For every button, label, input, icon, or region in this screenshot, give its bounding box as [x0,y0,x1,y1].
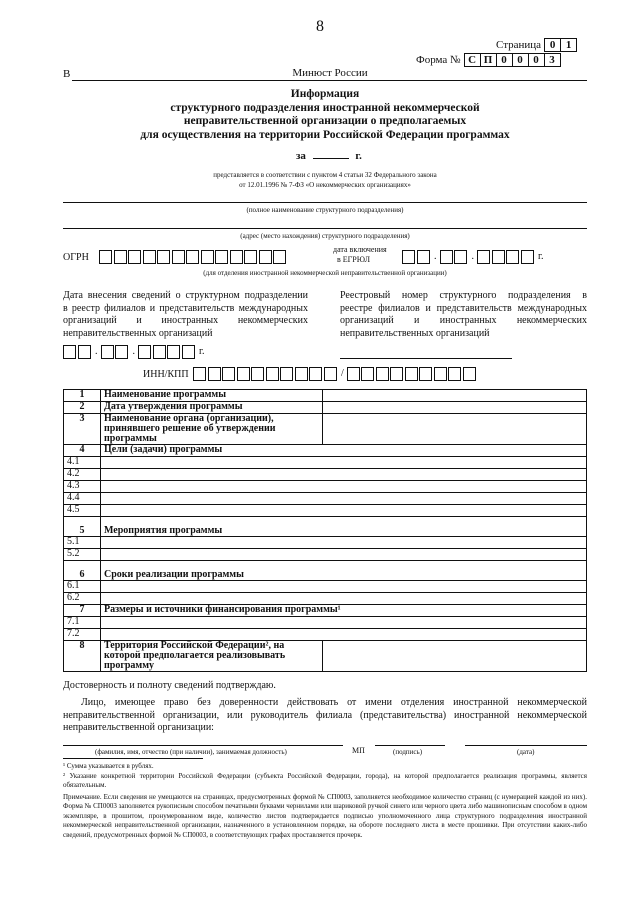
registry-left-3: организаций и иностранных некоммерческих [63,315,308,326]
inn-kpp-cells[interactable] [193,367,477,381]
row-label: Мероприятия программы [101,517,587,537]
row-number: 4.3 [64,481,101,493]
row-value[interactable] [323,414,587,445]
row-label: Размеры и источники финансирования программы¹ [101,605,587,617]
table-row [64,581,587,593]
ogrn-label: ОГРН [63,252,89,263]
separator: . [132,346,135,357]
row-number: 5.1 [64,537,101,549]
input-cell[interactable] [492,250,505,264]
table-row [64,617,587,629]
confirm-text: Достоверность и полноту сведений подтверждаю. [63,680,276,691]
submitted-line-1: представляется в соответствии с пунктом 4 статьи 32 Федерального закона [213,171,437,179]
title-line-1: Информация [290,88,360,100]
table-row [64,641,587,672]
row-number: 4 [64,445,101,457]
input-cell[interactable] [402,250,415,264]
row-value[interactable] [323,402,587,414]
row-number: 5.2 [64,549,101,561]
table-row [64,561,587,581]
row-number: 4.2 [64,469,101,481]
row-label[interactable] [101,505,587,517]
input-cell[interactable] [167,345,180,359]
table-row [64,414,587,445]
footnote-1: ¹ Сумма указывается в рублях. [63,762,154,770]
registry-number-line[interactable] [340,358,512,359]
table-row [64,445,587,457]
year-suffix: г. [199,346,205,357]
row-number: 8 [64,641,101,672]
row-label[interactable] [101,581,587,593]
input-cell[interactable] [237,367,250,381]
page-digit-box: 0 [544,38,561,52]
date-caption: (дата) [517,748,535,756]
form-char-box: С [464,53,481,67]
input-cell[interactable] [454,250,467,264]
form-title [63,88,587,142]
input-cell[interactable] [280,367,293,381]
input-cell[interactable] [295,367,308,381]
form-char-boxes [465,54,561,66]
row-label: Наименование программы [101,390,323,402]
row-number: 2 [64,402,101,414]
row-label[interactable] [101,629,587,641]
input-cell[interactable] [419,367,432,381]
row-number: 4.5 [64,505,101,517]
table-row [64,402,587,414]
input-cell[interactable] [405,367,418,381]
input-cell[interactable] [182,345,195,359]
table-row [64,517,587,537]
row-number: 3 [64,414,101,445]
form-char-box: 0 [528,53,545,67]
input-cell[interactable] [186,250,199,264]
form-number [416,53,561,67]
row-label[interactable] [101,457,587,469]
footnote-note: Примечание. Если сведения не умещаются на страницах, предусмотренных формой № СП0003, заполняется необходимое количество страниц (с нумерацией каждой из них). Форма № СП0003 заполняется рукописным способом печатными буквами чернилами или шариковой ручкой синего или черного цвета либо машинописным способом в одном экземпляре, в прошитом, пронумерованном виде, количество листов подтверждается подписью уполномоченного лица структурного подразделения иностранной некоммерческой неправительственной организации, назначенного в установленном порядке, на обороте последнего листа в месте прошивки. При отсутствии каких-либо сведений, предусмотренных формой № СП0003, в соответствующих графах проставляется прочерк. [63,792,587,839]
row-number: 7 [64,605,101,617]
row-number: 6.2 [64,593,101,605]
page-number: 8 [316,18,324,35]
input-cell[interactable] [417,250,430,264]
form-label: Форма № [416,54,461,66]
form-char-box: П [480,53,497,67]
input-cell[interactable] [259,250,272,264]
input-cell[interactable] [138,345,151,359]
input-cell[interactable] [463,367,476,381]
name-line[interactable] [63,745,343,746]
egrul-date-cells[interactable] [402,250,546,264]
page-label: Страница [496,39,542,51]
input-cell[interactable] [477,250,490,264]
year-suffix: г. [538,251,544,262]
registry-right-3: организаций и иностранных некоммерческих [340,315,587,326]
footnote-divider [63,758,203,759]
input-cell[interactable] [440,250,453,264]
sign-caption: (подпись) [393,748,423,756]
input-cell[interactable] [376,367,389,381]
form-char-box: 0 [496,53,513,67]
row-number: 7.1 [64,617,101,629]
ogrn-caption: (для отделения иностранной некоммерческой неправительственной организации) [203,269,447,277]
date-inclusion-label [333,245,387,265]
separator: . [434,251,437,262]
row-label[interactable] [101,549,587,561]
table-row [64,593,587,605]
separator: . [471,251,474,262]
authorized-person-text: Лицо, имеющее право без доверенности действовать от имени отделения иностранной некоммерческой неправительственной организации, или руководитель филиала (представительства) иностранной некоммерческой неправительственной организации: [63,697,587,733]
row-label: Дата утверждения программы [101,402,323,414]
to-prefix: В [63,68,71,80]
period-g: г. [355,150,362,162]
page-indicator [496,38,577,52]
page-digit-box: 1 [560,38,577,52]
row-number: 6 [64,561,101,581]
full-name-caption: (полное наименование структурного подразделения) [246,206,404,214]
table-row [64,481,587,493]
row-label[interactable] [101,537,587,549]
input-cell[interactable] [347,367,360,381]
input-cell[interactable] [506,250,519,264]
footnote-2: ² Указание конкретной территории Российской Федерации (субъекта Российской Федерации, города), на которой предполагается реализация программы, является обязательным. [63,771,587,789]
input-cell[interactable] [101,345,114,359]
input-cell[interactable] [434,367,447,381]
input-cell[interactable] [222,367,235,381]
table-row [64,505,587,517]
row-label[interactable] [101,493,587,505]
input-cell[interactable] [172,250,185,264]
table-row [64,537,587,549]
ogrn-cells[interactable] [99,250,288,264]
submitted-note [63,170,587,190]
row-label: Цели (задачи) программы [101,445,587,457]
registry-left-2: в реестр филиалов и представительств международных [63,302,308,314]
input-cell[interactable] [521,250,534,264]
input-cell[interactable] [128,250,141,264]
row-number: 4.4 [64,493,101,505]
input-cell[interactable] [361,367,374,381]
table-row [64,469,587,481]
input-cell[interactable] [157,250,170,264]
ministry-line [72,80,587,81]
inn-label: ИНН/КПП [143,369,189,380]
registry-number-text [340,290,587,340]
form-char-box: 0 [512,53,529,67]
title-line-4: для осуществления на территории Российской Федерации программах [140,128,510,141]
separator: . [95,346,98,357]
period-field [296,148,362,162]
row-label: Территория Российской Федерации², на которой предполагается реализовывать программу [101,641,323,672]
input-cell[interactable] [115,345,128,359]
input-cell[interactable] [78,345,91,359]
registry-date-text [63,290,308,340]
table-row [64,390,587,402]
date-inclusion-line-1: дата включения [333,245,387,254]
input-cell[interactable] [153,345,166,359]
address-caption: (адрес (место нахождения) структурного подразделения) [240,232,410,240]
mp-label: МП [352,746,365,755]
table-row [64,493,587,505]
date-line[interactable] [465,745,587,746]
form-char-box: 3 [544,53,561,67]
table-row [64,605,587,617]
input-cell[interactable] [448,367,461,381]
input-cell[interactable] [208,367,221,381]
registry-left-4: неправительственных организаций [63,327,213,339]
table-row [64,457,587,469]
row-label[interactable] [101,593,587,605]
input-cell[interactable] [215,250,228,264]
input-cell[interactable] [63,345,76,359]
submitted-line-2: от 12.01.1996 № 7-ФЗ «О некоммерческих организациях» [239,181,411,189]
date-inclusion-line-2: в ЕГРЮЛ [337,255,370,264]
registry-right-4: неправительственных организаций [340,327,490,339]
input-cell[interactable] [266,367,279,381]
period-input[interactable] [313,148,349,159]
row-label: Наименование органа (организации), принявшего решение об утверждении программы [101,414,323,445]
footnotes [63,762,587,840]
input-cell[interactable] [99,250,112,264]
row-label[interactable] [101,617,587,629]
ministry-name: Минюст России [292,67,368,79]
full-name-line[interactable] [63,202,587,203]
row-label[interactable] [101,481,587,493]
registry-left-1: Дата внесения сведений о структурном подразделении [63,290,308,301]
registry-date-cells[interactable] [63,345,207,359]
registry-right-1: Реестровый номер структурного подразделения в [340,290,587,301]
separator: / [341,368,344,379]
address-line[interactable] [63,228,587,229]
row-number: 4.1 [64,457,101,469]
table-row [64,629,587,641]
page-digit-boxes [545,39,577,51]
input-cell[interactable] [143,250,156,264]
program-table [63,389,587,672]
input-cell[interactable] [114,250,127,264]
row-number: 5 [64,517,101,537]
title-line-3: неправительственной организации о предполагаемых [183,115,467,127]
row-label[interactable] [101,469,587,481]
sign-line[interactable] [375,745,445,746]
row-value[interactable] [323,641,587,672]
row-number: 6.1 [64,581,101,593]
period-za: за [296,150,306,162]
input-cell[interactable] [273,250,286,264]
row-number: 7.2 [64,629,101,641]
registry-right-2: реестре филиалов и представительств международных [340,302,587,314]
input-cell[interactable] [193,367,206,381]
input-cell[interactable] [244,250,257,264]
input-cell[interactable] [201,250,214,264]
table-row [64,549,587,561]
title-line-2: структурного подразделения иностранной некоммерческой [170,101,480,114]
input-cell[interactable] [251,367,264,381]
input-cell[interactable] [390,367,403,381]
input-cell[interactable] [324,367,337,381]
row-number: 1 [64,390,101,402]
input-cell[interactable] [309,367,322,381]
name-caption: (фамилия, имя, отчество (при наличии), занимаемая должность) [95,748,287,756]
row-value[interactable] [323,390,587,402]
row-label: Сроки реализации программы [101,561,587,581]
input-cell[interactable] [230,250,243,264]
